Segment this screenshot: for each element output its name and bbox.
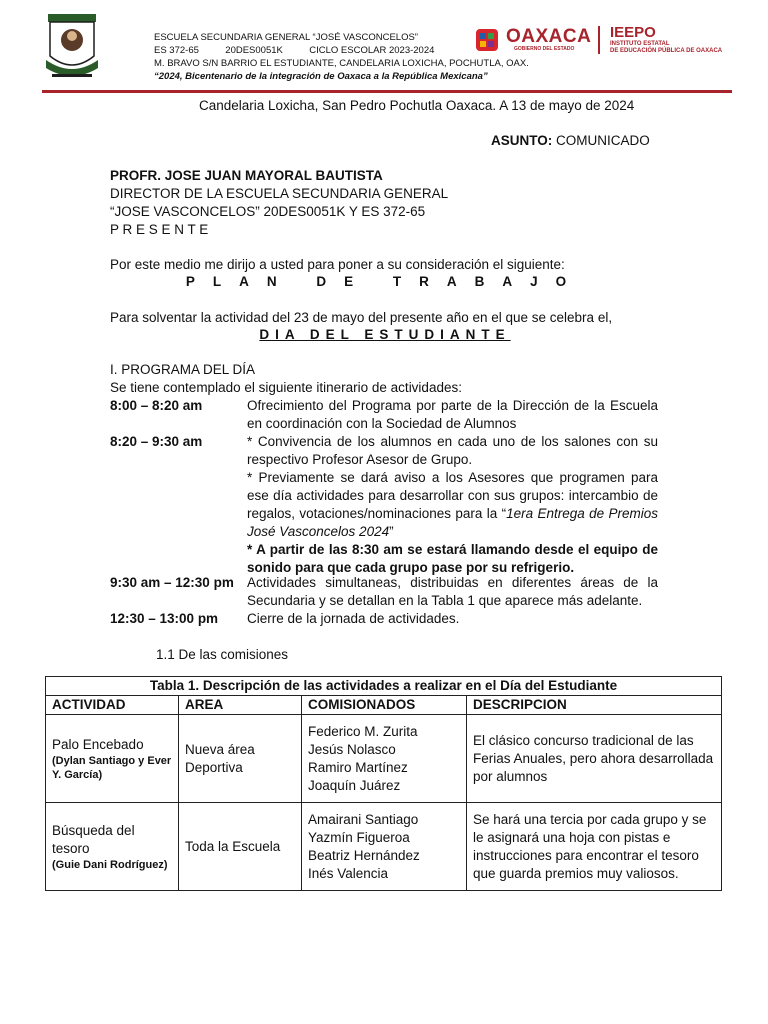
intro-text: Por este medio me dirijo a usted para poner a su consideración el siguiente: [110, 257, 565, 272]
area-cell: Nueva área Deportiva [179, 715, 302, 803]
event-heading-text: DIA DEL ESTUDIANTE [259, 327, 511, 342]
column-header: AREA [179, 696, 302, 715]
commissioned-name: Joaquín Juárez [308, 777, 401, 793]
schedule-time: 12:30 – 13:00 pm [110, 611, 219, 626]
plan-heading: PLAN DE TRABAJO [185, 274, 585, 289]
section-title: I. PROGRAMA DEL DÍA [110, 362, 256, 377]
commissioned-name: Ramiro Martínez [308, 759, 408, 775]
award-name: 1era Entrega de Premios José Vasconcelos 2024 [247, 506, 658, 539]
presente: P R E S E N T E [110, 222, 209, 237]
column-header: ACTIVIDAD [46, 696, 179, 715]
ieepo-logo-text: IEEPO [610, 24, 656, 41]
activities-table [45, 676, 722, 891]
recipient-school: “JOSE VASCONCELOS” 20DES0051K Y ES 372-65 [110, 204, 426, 219]
school-crest-icon [42, 12, 102, 82]
subject-label: ASUNTO: [491, 133, 553, 148]
schedule-time: 9:30 am – 12:30 pm [110, 575, 234, 590]
subject-value: COMUNICADO [552, 133, 650, 148]
school-address-line: M. BRAVO S/N BARRIO EL ESTUDIANTE, CANDELARIA LOXICHA, POCHUTLA, OAX. [154, 58, 529, 69]
description-cell: Se hará una tercia por cada grupo y se le asignará una hoja con pistas e instrucciones para encontrar el tesoro que guarda premios muy valiosos. [467, 803, 722, 891]
recipient-name: PROFR. JOSE JUAN MAYORAL BAUTISTA [110, 168, 383, 183]
schedule-text: Ofrecimiento del Programa por parte de la Dirección de la Escuela en coordinación con la Sociedad de Alumnos [247, 398, 658, 431]
schedule-time: 8:20 – 9:30 am [110, 434, 203, 449]
oaxaca-logo [474, 26, 592, 54]
oaxaca-logo-text: OAXACA [506, 26, 592, 47]
school-codes-line: ES 372-65 20DES0051K CICLO ESCOLAR 2023-2024 [154, 45, 435, 56]
event-heading [110, 326, 660, 344]
commissioned-cell [302, 715, 467, 803]
place-date: Candelaria Loxicha, San Pedro Pochutla Oaxaca. A 13 de mayo de 2024 [199, 98, 635, 113]
ieepo-logo [598, 24, 748, 56]
area-cell: Toda la Escuela [179, 803, 302, 891]
description-cell: El clásico concurso tradicional de las Ferias Anuales, pero ahora desarrollada por alumnos [467, 715, 722, 803]
activity-cell [46, 803, 179, 891]
oaxaca-logo-subtitle: GOBIERNO DEL ESTADO [514, 46, 575, 52]
schedule-paragraph: * Convivencia de los alumnos en cada uno de los salones con su respectivo Profesor Asesor de Grupo. [247, 434, 658, 467]
schedule-time: 8:00 – 8:20 am [110, 398, 203, 413]
subsection-title: 1.1 De las comisiones [156, 647, 289, 662]
schedule-text [247, 433, 658, 577]
schedule-paragraph [247, 469, 658, 541]
recipient-title: DIRECTOR DE LA ESCUELA SECUNDARIA GENERAL [110, 186, 449, 201]
closing-quote: ” [389, 524, 394, 539]
ieepo-logo-sub1: INSTITUTO ESTATAL [610, 41, 670, 47]
ieepo-logo-sub2: DE EDUCACIÓN PÚBLICA DE OAXACA [610, 48, 723, 54]
section-intro: Se tiene contemplado el siguiente itinerario de actividades: [110, 380, 462, 395]
commissioned-name: Beatriz Hernández [308, 847, 420, 863]
table-row [46, 715, 722, 803]
table-row [46, 803, 722, 891]
activity-name: Palo Encebado [52, 736, 144, 752]
commissioned-name: Inés Valencia [308, 865, 389, 881]
commissioned-name: Jesús Nolasco [308, 741, 396, 757]
motto-line: “2024, Bicentenario de la integración de Oaxaca a la República Mexicana” [154, 71, 488, 82]
table-caption: Tabla 1. Descripción de las actividades a realizar en el Día del Estudiante [46, 677, 722, 696]
column-header: DESCRIPCION [467, 696, 722, 715]
activity-name: Búsqueda del tesoro [52, 822, 135, 856]
activity-cell [46, 715, 179, 803]
oaxaca-shield-icon [474, 27, 500, 53]
subject-line [491, 132, 650, 150]
schedule-text: Cierre de la jornada de actividades. [247, 611, 460, 626]
commissioned-name: Federico M. Zurita [308, 723, 418, 739]
column-header: COMISIONADOS [302, 696, 467, 715]
schedule-paragraph: * A partir de las 8:30 am se estará llamando desde el equipo de sonido para que cada grupo pase por su refrigerio. [247, 542, 658, 575]
commissioned-name: Amairani Santiago [308, 811, 419, 827]
table-header-row [46, 696, 722, 715]
header-divider [42, 90, 732, 93]
activity-note: (Dylan Santiago y Ever Y. García) [52, 754, 172, 781]
school-name-line: ESCUELA SECUNDARIA GENERAL “JOSÉ VASCONCELOS” [154, 32, 418, 43]
schedule-paragraph-text: * Previamente se dará aviso a los Asesores que programen para ese día actividades para desarrollar con sus grupos: intercambio de regalos, votaciones/nominaciones para la “ [247, 470, 658, 521]
purpose-text: Para solventar la actividad del 23 de mayo del presente año en el que se celebra el, [110, 310, 613, 325]
activity-note: (Guie Dani Rodríguez) [52, 858, 168, 871]
commissioned-name: Yazmín Figueroa [308, 829, 410, 845]
commissioned-cell [302, 803, 467, 891]
schedule-text: Actividades simultaneas, distribuidas en diferentes áreas de la Secundaria y se detallan en la Tabla 1 que aparece más adelante. [247, 575, 658, 608]
logo-divider [598, 26, 600, 54]
